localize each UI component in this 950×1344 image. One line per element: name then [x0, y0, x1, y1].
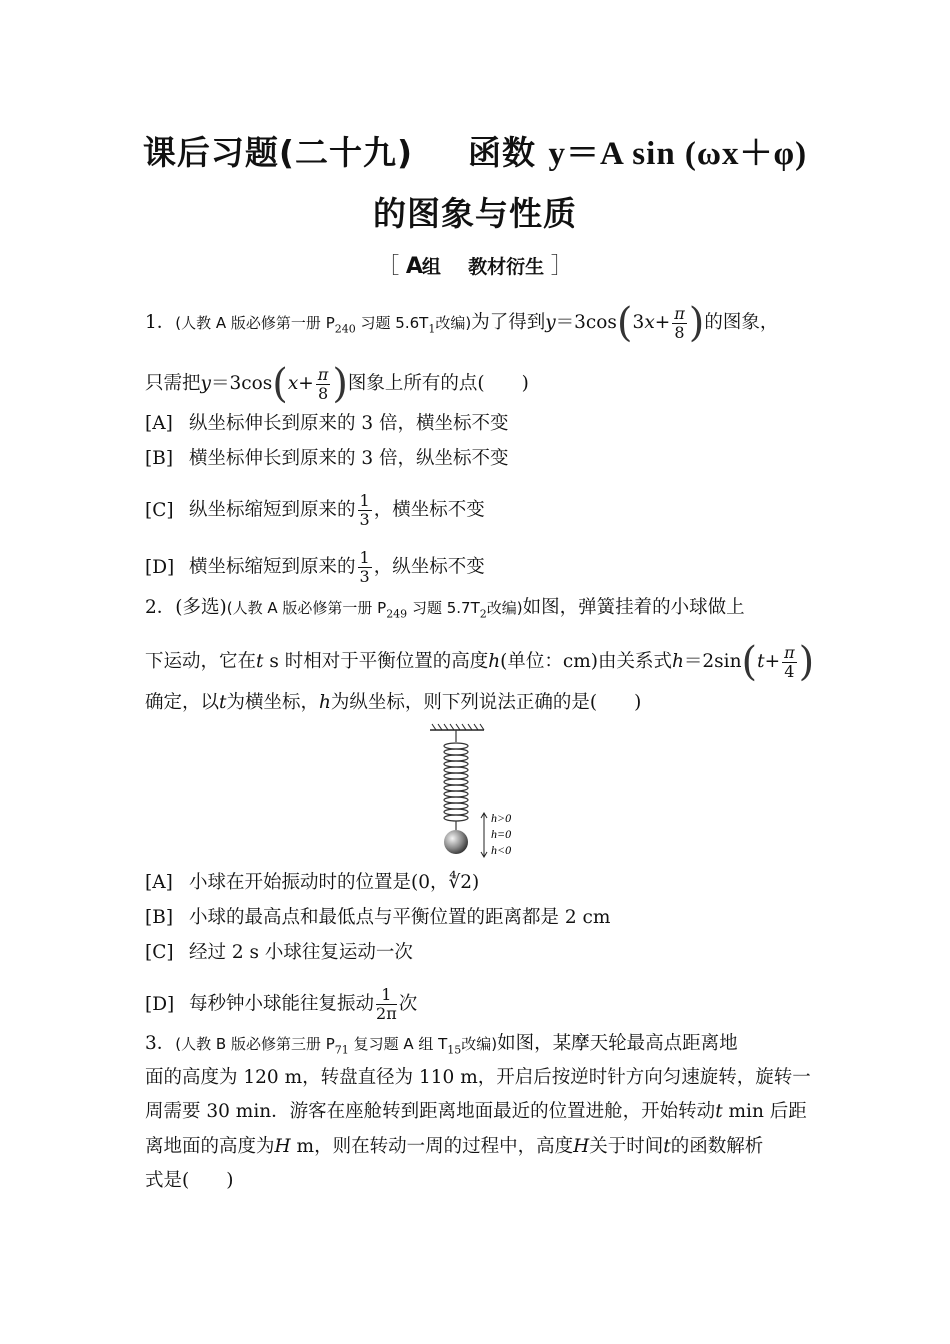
page-title [0, 127, 950, 174]
label-h-negative: h<0 [491, 843, 512, 857]
q3-line-4: 离地面的高度为H m，则在转动一周的过程中，高度H关于时间t的函数解析 [145, 1136, 764, 1157]
title-formula: y＝A sin (ωx＋φ) [548, 136, 808, 172]
q1-option-d[interactable]: [D] 横坐标缩短到原来的 $\frac{1}{3}$ ，纵坐标不变 [145, 548, 485, 586]
q1-stem-line-1: 1．(人教 A 版必修第一册 $P_{240}$ 习题 $5.6T_1$改编)为了得到y＝3cos(3x+ $\frac{\pi}{8}$ )的图象， [145, 300, 779, 346]
spring-coil [444, 730, 468, 830]
group-badge: A [405, 254, 422, 279]
group-name: 教材衍生 [468, 256, 545, 278]
ball [444, 830, 468, 854]
q1-option-c[interactable]: [C] 纵坐标缩短到原来的 $\frac{1}{3}$ ，横坐标不变 [145, 491, 485, 529]
group-label: 组 [421, 256, 441, 278]
q2-stem-line-3: 确定，以t为横坐标，h为纵坐标，则下列说法正确的是( ) [145, 692, 642, 713]
q1-frac-pi-8-a: $\frac{\pi}{8}$ [674, 303, 685, 342]
q3-line-5: 式是( ) [145, 1170, 234, 1191]
q3-line-1: 3．(人教 B 版必修第三册 $P_{71}$ 复习题 A 组 $T_{15}$改编)如图，某摩天轮最高点距离地 [145, 1033, 738, 1057]
title-part-1: 课后习题(二十九) [142, 133, 414, 172]
spring-ball-figure [420, 722, 540, 862]
bracket-close: ］ [550, 254, 573, 279]
q2-option-d[interactable]: [D] 每秒钟小球能往复振动 $\frac{1}{2\pi}$ 次 [145, 985, 418, 1023]
q2-option-b[interactable]: [B] 小球的最高点和最低点与平衡位置的距离都是 2 cm [145, 907, 611, 928]
q1-frac-pi-8-b: $\frac{\pi}{8}$ [317, 364, 329, 403]
q1-option-b[interactable]: [B] 横坐标伸长到原来的 3 倍，纵坐标不变 [145, 448, 509, 469]
group-tag [0, 249, 950, 280]
q2-frac-pi-4: $\frac{\pi}{4}$ [784, 642, 795, 681]
q1-stem-line-2: 只需把y＝3cos(x+ $\frac{\pi}{8}$ )图象上所有的点( ) [145, 361, 529, 407]
q1-option-a[interactable]: [A] 纵坐标伸长到原来的 3 倍，横坐标不变 [145, 413, 509, 434]
title-line-2: 的图象与性质 [373, 194, 577, 233]
ceiling-hatch [430, 724, 484, 730]
q2-stem-line-2: 下运动，它在t s 时相对于平衡位置的高度h(单位：cm)由关系式h＝2sin(t+ $\frac{\pi}{4}$ ) [145, 639, 815, 685]
title-part-2: 函数 [468, 133, 537, 172]
page-subtitle [0, 188, 950, 235]
direction-arrow [481, 813, 487, 857]
label-h-positive: h>0 [491, 811, 512, 825]
q3-line-2: 面的高度为 120 m，转盘直径为 110 m，开启后按逆时针方向匀速旋转，旋转一 [145, 1067, 811, 1088]
bracket-open: ［ [377, 254, 400, 279]
q3-line-3: 周需要 30 min．游客在座舱转到距离地面最近的位置进舱，开始转动t min 后距 [145, 1101, 807, 1122]
label-h-zero: h=0 [491, 827, 512, 841]
q2-stem-line-1: 2．(多选)(人教 A 版必修第一册 $P_{249}$ 习题 $5.7T_2$改编)如图，弹簧挂着的小球做上 [145, 597, 745, 621]
q2-option-a[interactable]: [A] 小球在开始振动时的位置是(0，∜2) [145, 872, 480, 893]
q2-option-c[interactable]: [C] 经过 2 s 小球往复运动一次 [145, 942, 413, 963]
